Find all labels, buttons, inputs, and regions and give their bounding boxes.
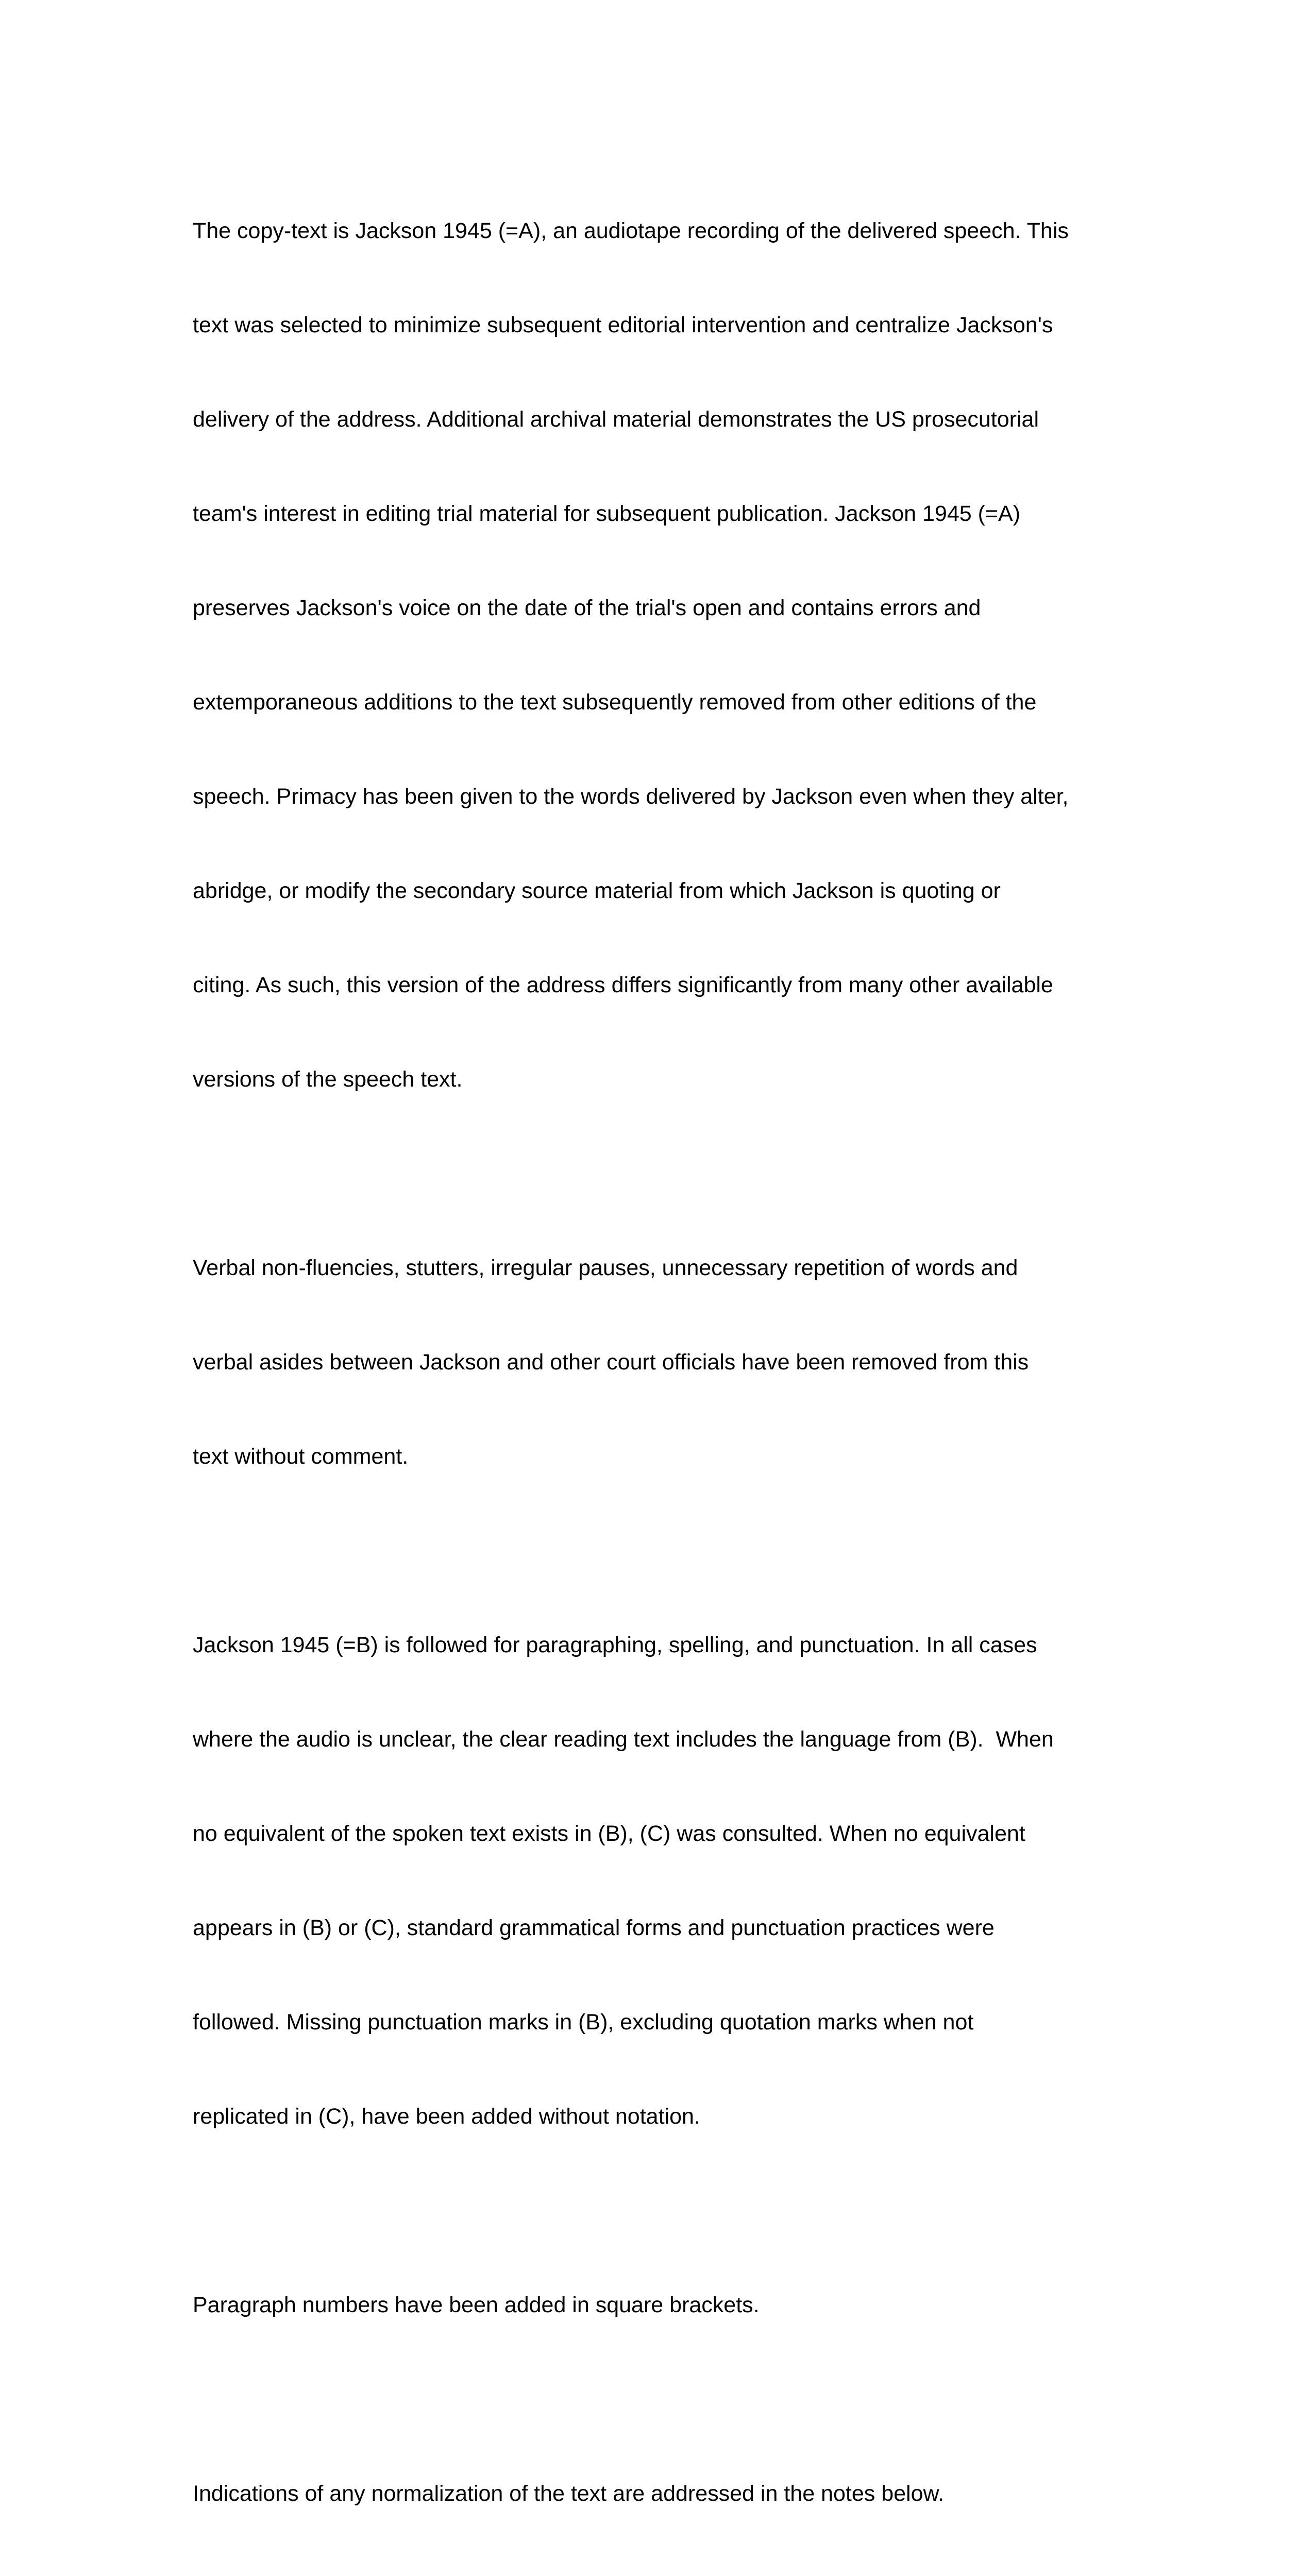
text-line: team's interest in editing trial material for subsequent publication. Jackson 1945 (=A)	[193, 501, 1021, 526]
text-line: verbal asides between Jackson and other court officials have been removed from this	[193, 1350, 1029, 1375]
text-line: replicated in (C), have been added without notation.	[193, 2104, 700, 2129]
text-line: preserves Jackson's voice on the date of the trial's open and contains errors and	[193, 596, 981, 620]
document-page	[193, 152, 1136, 2576]
text-line: citing. As such, this version of the address differs significantly from many other available	[193, 973, 1053, 997]
paragraph-copy-text	[193, 152, 1136, 1158]
paragraph-punctuation	[193, 1567, 1136, 2195]
text-line: extemporaneous additions to the text subsequently removed from other editions of the	[193, 690, 1037, 715]
text-line	[193, 2572, 1136, 2576]
text-line: text was selected to minimize subsequent editorial intervention and centralize Jackson's	[193, 313, 1053, 337]
text-line: Verbal non-fluencies, stutters, irregular pauses, unnecessary repetition of words and	[193, 1256, 1018, 1280]
text-line: Indications of any normalization of the text are addressed in the notes below.	[193, 2481, 945, 2506]
text-line: versions of the speech text.	[193, 1067, 463, 1092]
text-line: no equivalent of the spoken text exists in (B), (C) was consulted. When no equivalent	[193, 1821, 1025, 1846]
text-line: delivery of the address. Additional archival material demonstrates the US prosecutorial	[193, 407, 1039, 432]
text-line: The copy-text is Jackson 1945 (=A), an audiotape recording of the delivered speech. This	[193, 218, 1069, 243]
text-line: Paragraph numbers have been added in square brackets.	[193, 2293, 760, 2317]
text-line: text without comment.	[193, 1444, 409, 1469]
text-line: appears in (B) or (C), standard grammatical forms and punctuation practices were	[193, 1916, 995, 1940]
paragraph-normalization	[193, 2415, 1136, 2576]
text-line: speech. Primacy has been given to the words delivered by Jackson even when they alter,	[193, 784, 1069, 809]
paragraph-numbers-note	[193, 2227, 1136, 2384]
text-line: where the audio is unclear, the clear reading text includes the language from (B). When	[193, 1727, 1054, 1752]
paragraph-non-fluencies	[193, 1190, 1136, 1535]
text-line: abridge, or modify the secondary source material from which Jackson is quoting or	[193, 878, 1001, 903]
text-line: Jackson 1945 (=B) is followed for paragraphing, spelling, and punctuation. In all cases	[193, 1633, 1037, 1657]
text-line: followed. Missing punctuation marks in (B), excluding quotation marks when not	[193, 2010, 974, 2035]
